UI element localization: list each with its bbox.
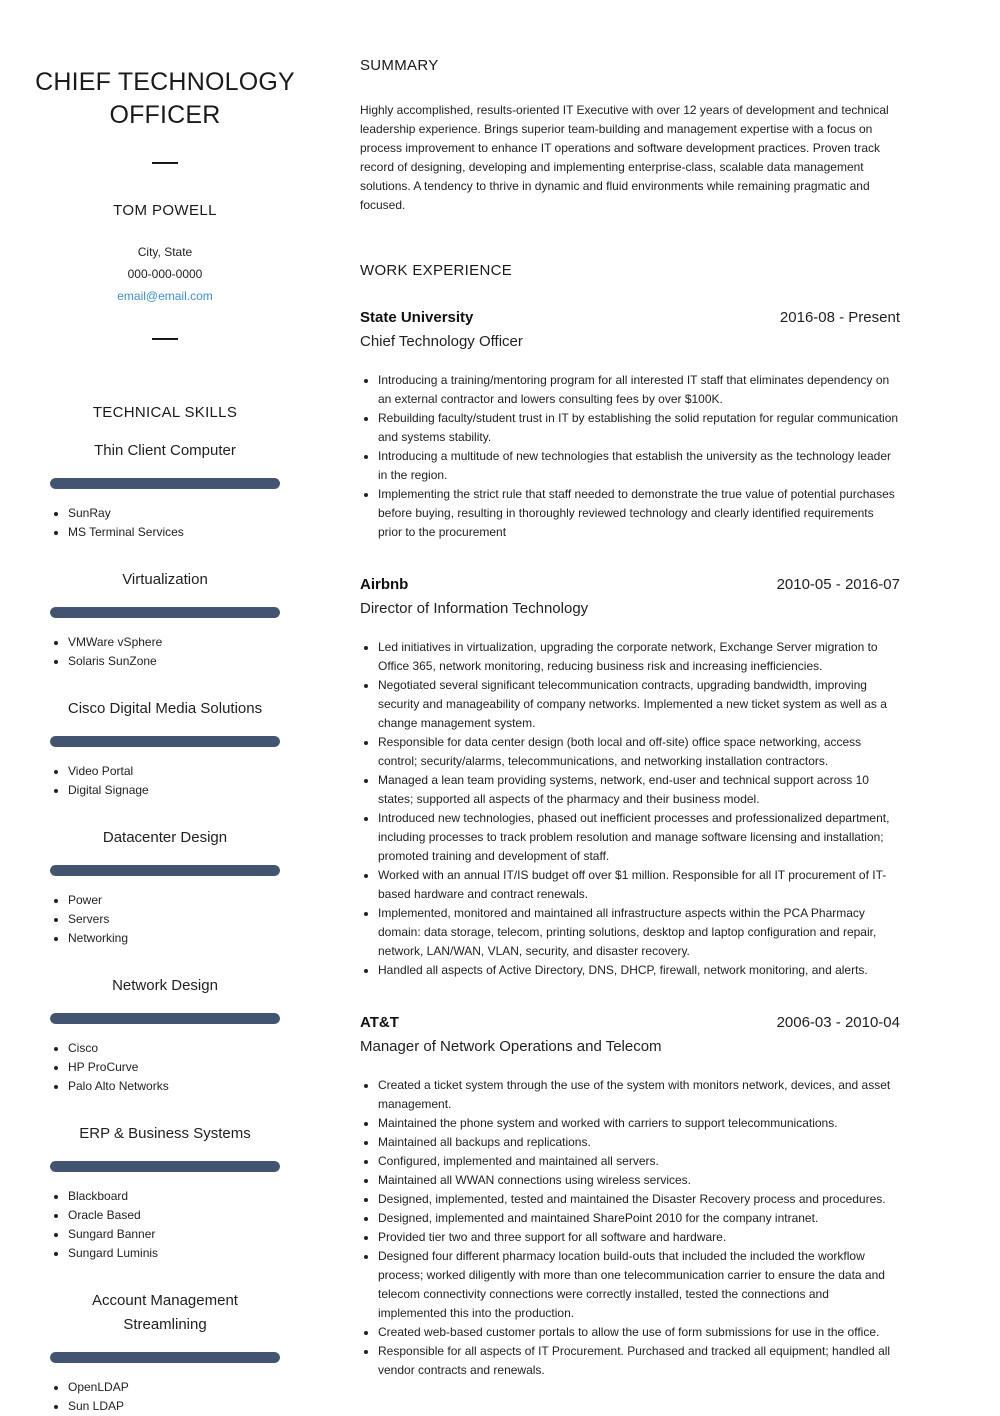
- skill-item: • Video Portal: [68, 762, 300, 781]
- job-bullet: • Introduced new technologies, phased out inefficient processes and professionalized department, including processes to track problem resolution and manage software licensing and installation; promoted training and development of staff.: [378, 809, 900, 866]
- skill-group: [30, 826, 300, 948]
- summary-heading: SUMMARY: [360, 57, 439, 74]
- skill-items: [50, 504, 300, 542]
- job-header: [360, 307, 900, 329]
- company-name: State University: [360, 309, 474, 326]
- skill-name: Network Design: [112, 977, 218, 994]
- skill-level-bar: [50, 736, 280, 747]
- skill-item: • VMWare vSphere: [68, 633, 300, 652]
- skill-name: Account Management Streamlining: [92, 1292, 238, 1333]
- job-title: CHIEF TECHNOLOGY OFFICER: [35, 68, 295, 129]
- skill-item: • HP ProCurve: [68, 1058, 300, 1077]
- job-role: Chief Technology Officer: [360, 333, 523, 350]
- skills-list: [30, 439, 300, 1416]
- skill-item: • Sun LDAP: [68, 1397, 300, 1416]
- job-bullet: • Handled all aspects of Active Directory, DNS, DHCP, firewall, network monitoring, and alerts.: [378, 961, 900, 980]
- skill-level-fill: [50, 1013, 280, 1024]
- skill-items: [50, 891, 300, 948]
- email-link[interactable]: email@email.com: [117, 289, 213, 303]
- skill-level-fill: [50, 1352, 280, 1363]
- skill-item: • SunRay: [68, 504, 300, 523]
- skill-level-bar: [50, 1352, 280, 1363]
- job-bullet: • Maintained all WWAN connections using wireless services.: [378, 1171, 900, 1190]
- job-bullet: • Designed four different pharmacy location build-outs that included the included the workflow process; worked diligently with more than one telecommunication carrier to ensure the data and telecom connectivity connections were correctly installed, tested the connections and implemented this into the production.: [378, 1247, 900, 1323]
- skill-group: [30, 697, 300, 800]
- contact-info: [30, 241, 300, 307]
- job-dates: 2010-05 - 2016-07: [776, 576, 900, 593]
- skill-group: [30, 1289, 300, 1416]
- skill-level-bar: [50, 865, 280, 876]
- job-bullet: • Provided tier two and three support for all software and hardware.: [378, 1228, 900, 1247]
- job-bullet: • Designed, implemented, tested and maintained the Disaster Recovery process and procedures.: [378, 1190, 900, 1209]
- job-bullet: • Managed a lean team providing systems, network, end-user and technical support across 10 states; supported all aspects of the pharmacy and their business model.: [378, 771, 900, 809]
- phone: 000-000-0000: [127, 267, 203, 281]
- jobs-list: [360, 307, 900, 1380]
- job-dates: 2006-03 - 2010-04: [776, 1014, 900, 1031]
- skill-group: [30, 568, 300, 671]
- work-experience-heading: WORK EXPERIENCE: [360, 262, 513, 279]
- sidebar: [30, 0, 300, 1416]
- skill-name: Datacenter Design: [102, 829, 228, 846]
- main-content: [360, 0, 900, 1380]
- job-bullet: • Worked with an annual IT/IS budget off over $1 million. Responsible for all IT procurement of IT-based hardware and contract renewals.: [378, 866, 900, 904]
- skill-item: • Servers: [68, 910, 300, 929]
- skill-items: [50, 762, 300, 800]
- job-bullets: [360, 638, 900, 980]
- skill-name: Thin Client Computer: [94, 442, 236, 459]
- skill-group: [30, 974, 300, 1096]
- job-bullet: • Led initiatives in virtualization, upgrading the corporate network, Exchange Server migration to Office 365, network monitoring, reducing business risk and increasing inefficiencies.: [378, 638, 900, 676]
- job-role: Director of Information Technology: [360, 600, 589, 617]
- skill-item: • Palo Alto Networks: [68, 1077, 300, 1096]
- skill-level-bar: [50, 478, 280, 489]
- job-bullet: • Responsible for data center design (both local and off-site) office space networking, access control; security/alarms, telecommunications, and networking installation contractors.: [378, 733, 900, 771]
- skill-level-fill: [50, 865, 280, 876]
- skill-item: • Blackboard: [68, 1187, 300, 1206]
- divider: [152, 338, 178, 340]
- skill-item: • OpenLDAP: [68, 1378, 300, 1397]
- skill-name: ERP & Business Systems: [79, 1125, 251, 1142]
- skill-item: • Sungard Banner: [68, 1225, 300, 1244]
- job-bullet: • Introducing a training/mentoring program for all interested IT staff that eliminates dependency on an external contractor and lowers consulting fees by over $100K.: [378, 371, 900, 409]
- skill-item: • MS Terminal Services: [68, 523, 300, 542]
- job-bullets: [360, 371, 900, 542]
- job-entry: [360, 574, 900, 980]
- company-name: Airbnb: [360, 576, 409, 593]
- location: City, State: [137, 245, 193, 259]
- job-bullet: • Created a ticket system through the use of the system with monitors network, devices, and asset management.: [378, 1076, 900, 1114]
- skill-name: Cisco Digital Media Solutions: [67, 700, 263, 717]
- skill-level-bar: [50, 1161, 280, 1172]
- skill-level-fill: [50, 736, 280, 747]
- job-bullet: • Implemented, monitored and maintained all infrastructure aspects within the PCA Pharmacy domain: data storage, telecom, printing solutions, desktop and laptop configuration and repair, network, LAN/WAN, VLAN, security, and disaster recovery.: [378, 904, 900, 961]
- job-bullet: • Responsible for all aspects of IT Procurement. Purchased and tracked all equipment; handled all vendor contracts and renewals.: [378, 1342, 900, 1380]
- skill-item: • Networking: [68, 929, 300, 948]
- job-bullet: • Rebuilding faculty/student trust in IT by establishing the solid reputation for regular communication and systems stability.: [378, 409, 900, 447]
- skill-group: [30, 439, 300, 542]
- technical-skills-heading: TECHNICAL SKILLS: [92, 404, 238, 421]
- skill-level-fill: [50, 607, 280, 618]
- skill-items: [50, 633, 300, 671]
- skill-item: • Power: [68, 891, 300, 910]
- job-bullet: • Configured, implemented and maintained all servers.: [378, 1152, 900, 1171]
- job-bullet: • Implementing the strict rule that staff needed to demonstrate the true value of potential purchases before buying, resulting in thoroughly reviewed technology and clearly identified requirements prior to the procurement: [378, 485, 900, 542]
- job-role: Manager of Network Operations and Telecom: [360, 1038, 662, 1055]
- summary-text: Highly accomplished, results-oriented IT Executive with over 12 years of development and technical leadership experience. Brings superior team-building and management expertise with a focus on process improvement to enhance IT operations and software development practices. Proven track record of designing, developing and implementing enterprise-class, scalable data management solutions. A tendency to thrive in dynamic and fluid environments while remaining pragmatic and focused.: [360, 103, 889, 212]
- skill-level-bar: [50, 607, 280, 618]
- skill-item: • Oracle Based: [68, 1206, 300, 1225]
- candidate-name: TOM POWELL: [113, 202, 217, 219]
- job-bullet: • Maintained the phone system and worked with carriers to support telecommunications.: [378, 1114, 900, 1133]
- skill-items: [50, 1039, 300, 1096]
- skill-group: [30, 1122, 300, 1263]
- job-header: [360, 574, 900, 596]
- divider: [152, 162, 178, 164]
- job-bullet: • Created web-based customer portals to allow the use of form submissions for use in the office.: [378, 1323, 900, 1342]
- skill-level-fill: [50, 478, 280, 489]
- skill-items: [50, 1378, 300, 1416]
- job-dates: 2016-08 - Present: [779, 309, 900, 326]
- skill-item: • Cisco: [68, 1039, 300, 1058]
- skill-level-bar: [50, 1013, 280, 1024]
- job-entry: [360, 1012, 900, 1380]
- skill-level-fill: [50, 1161, 280, 1172]
- job-entry: [360, 307, 900, 542]
- skill-item: • Digital Signage: [68, 781, 300, 800]
- company-name: AT&T: [360, 1014, 399, 1031]
- job-header: [360, 1012, 900, 1034]
- job-bullet: • Introducing a multitude of new technologies that establish the university as the technology leader in the region.: [378, 447, 900, 485]
- skill-name: Virtualization: [122, 571, 208, 588]
- job-bullet: • Negotiated several significant telecommunication contracts, upgrading bandwidth, improving security and manageability of company networks. Implemented a new ticket system as well as a change management system.: [378, 676, 900, 733]
- skill-items: [50, 1187, 300, 1263]
- job-bullet: • Maintained all backups and replications.: [378, 1133, 900, 1152]
- skill-item: • Solaris SunZone: [68, 652, 300, 671]
- job-bullets: [360, 1076, 900, 1380]
- skill-item: • Sungard Luminis: [68, 1244, 300, 1263]
- job-bullet: • Designed, implemented and maintained SharePoint 2010 for the company intranet.: [378, 1209, 900, 1228]
